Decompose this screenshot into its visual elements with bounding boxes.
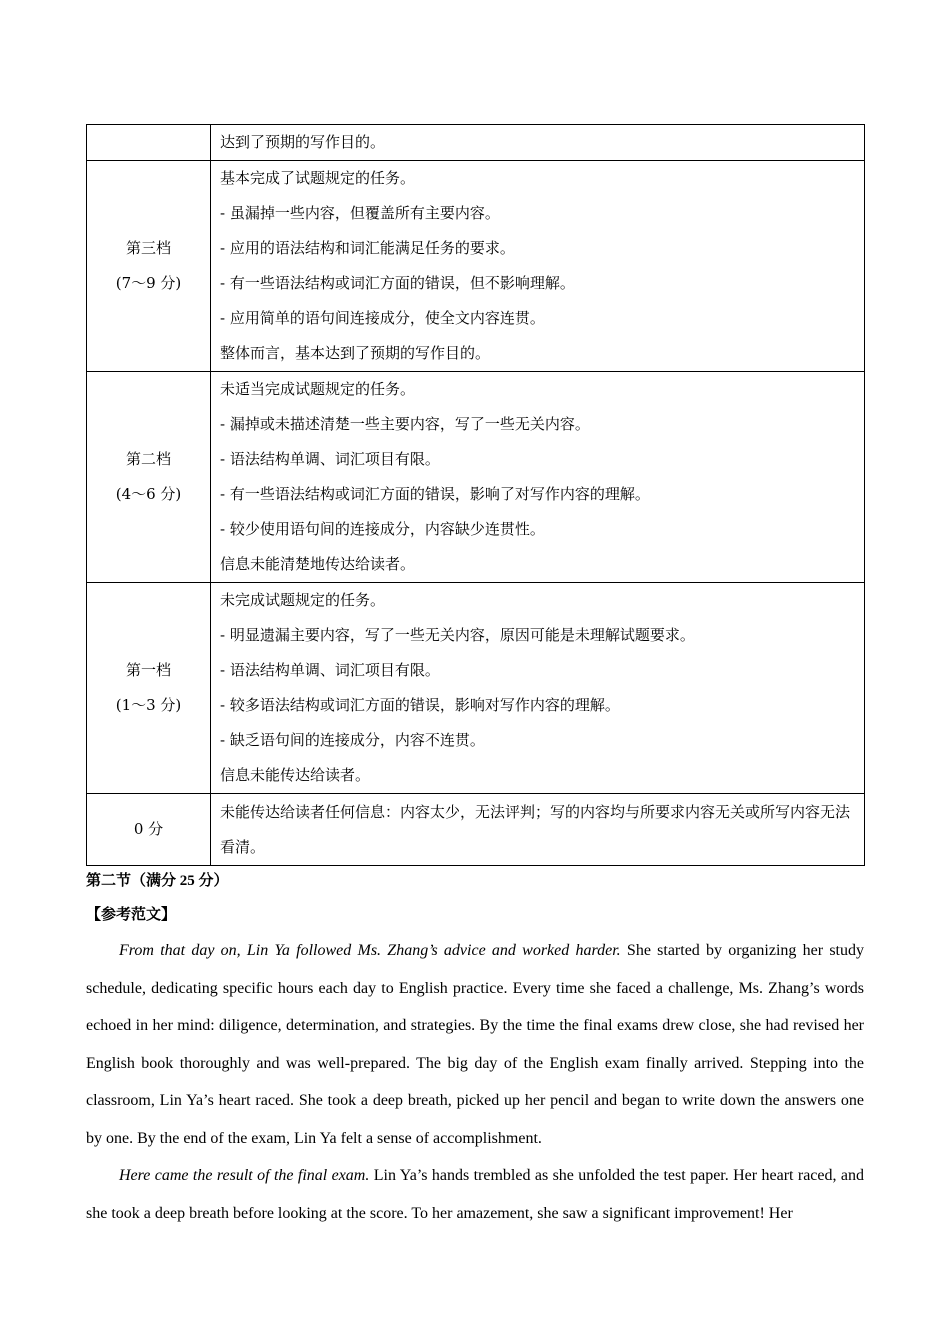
rubric-line: - 明显遗漏主要内容，写了一些无关内容，原因可能是未理解试题要求。 [220, 626, 695, 644]
rubric-level-cell [87, 583, 211, 794]
rubric-row-continuation [87, 125, 865, 161]
section-heading: 第二节（满分 25 分） [86, 873, 229, 889]
rubric-line: 达到了预期的写作目的。 [220, 133, 386, 151]
rubric-line: - 缺乏语句间的连接成分，内容不连贯。 [220, 731, 485, 749]
rubric-row-level-3 [87, 161, 865, 372]
rubric-row-level-2 [87, 372, 865, 583]
rubric-line: 未适当完成试题规定的任务。 [220, 380, 416, 398]
rubric-line: 未完成试题规定的任务。 [220, 591, 386, 609]
rubric-line: - 有一些语法结构或词汇方面的错误，影响了对写作内容的理解。 [220, 485, 650, 503]
essay-paragraph [86, 1157, 864, 1232]
rubric-line: - 应用的语法结构和词汇能满足任务的要求。 [220, 239, 515, 257]
essay-body-text: She started by organizing her study schedule, dedicating specific hours each day to English practice. Every time she faced a challenge, Ms. Zhang’s words echoed in her mind: diligence, determination, and strategies. By the time the final exams drew close, she had revised her English book thoroughly and was well-prepared. The big day of the English exam finally arrived. Stepping into the classroom, Lin Ya’s heart raced. She took a deep breath, picked up her pencil and began to write down the answers one by one. By the end of the exam, Lin Ya felt a sense of accomplishment. [86, 942, 864, 1147]
rubric-line: - 漏掉或未描述清楚一些主要内容，写了一些无关内容。 [220, 415, 590, 433]
rubric-level-cell [87, 794, 211, 866]
rubric-line: 未能传达给读者任何信息：内容太少，无法评判；写的内容均与所要求内容无关或所写内容无法看清。 [220, 802, 851, 856]
essay-paragraph [86, 932, 864, 1157]
rubric-line: 信息未能清楚地传达给读者。 [220, 555, 416, 573]
rubric-description-cell [211, 794, 865, 866]
rubric-line: - 应用简单的语句间连接成分，使全文内容连贯。 [220, 309, 545, 327]
rubric-level-cell [87, 161, 211, 372]
rubric-level-range: (7～9 分) [115, 274, 182, 292]
rubric-level-name: 第二档 [125, 450, 171, 468]
rubric-level-name: 第一档 [125, 661, 171, 679]
document-page [86, 124, 864, 1232]
scoring-rubric-table [86, 124, 865, 866]
rubric-description-cell [211, 161, 865, 372]
rubric-row-level-1 [87, 583, 865, 794]
rubric-row-zero [87, 794, 865, 866]
essay-lead-sentence: From that day on, Lin Ya followed Ms. Zhang’s advice and worked harder. [119, 942, 621, 959]
rubric-description-cell [211, 583, 865, 794]
rubric-level-range: (4～6 分) [115, 485, 182, 503]
rubric-level-name: 0 分 [133, 820, 164, 838]
rubric-level-cell [87, 125, 211, 161]
essay-lead-sentence: Here came the result of the final exam. [119, 1167, 370, 1184]
rubric-line: 基本完成了试题规定的任务。 [220, 169, 416, 187]
rubric-line: - 有一些语法结构或词汇方面的错误，但不影响理解。 [220, 274, 575, 292]
rubric-description-cell [211, 372, 865, 583]
rubric-level-range: (1～3 分) [115, 696, 182, 714]
rubric-line: 信息未能传达给读者。 [220, 766, 371, 784]
rubric-level-name: 第三档 [125, 239, 171, 257]
essay-body-text: Lin Ya’s hands trembled as she unfolded the test paper. Her heart raced, and she took a deep breath before looking at the score. To her amazement, she saw a significant improvement! Her [86, 1167, 864, 1222]
rubric-line: - 语法结构单调、词汇项目有限。 [220, 450, 440, 468]
reference-essay-heading: 【参考范文】 [86, 905, 177, 923]
rubric-description-cell [211, 125, 865, 161]
rubric-line: - 较多语法结构或词汇方面的错误，影响对写作内容的理解。 [220, 696, 620, 714]
rubric-line: 整体而言，基本达到了预期的写作目的。 [220, 344, 491, 362]
rubric-line: - 较少使用语句间的连接成分，内容缺少连贯性。 [220, 520, 545, 538]
rubric-level-cell [87, 372, 211, 583]
rubric-line: - 语法结构单调、词汇项目有限。 [220, 661, 440, 679]
rubric-line: - 虽漏掉一些内容，但覆盖所有主要内容。 [220, 204, 500, 222]
